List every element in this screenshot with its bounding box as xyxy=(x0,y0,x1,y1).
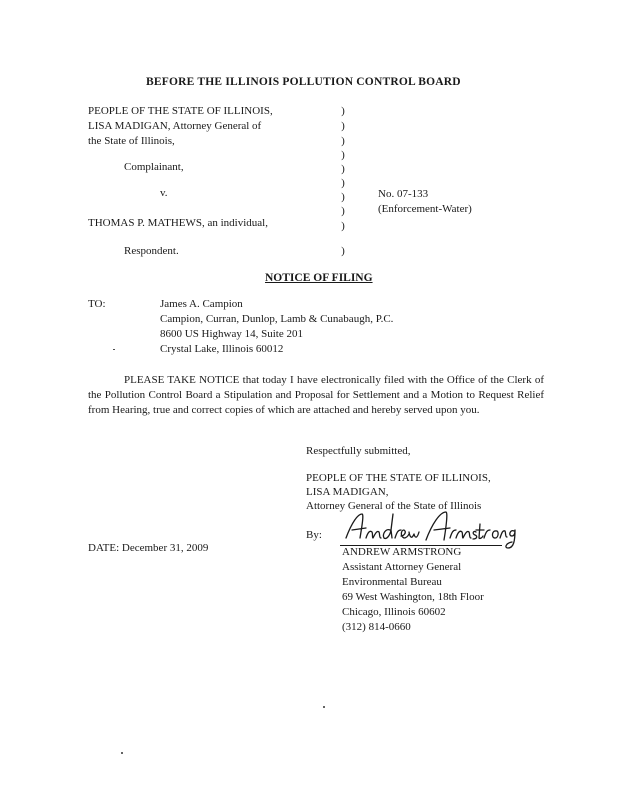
caption-paren: ) xyxy=(341,149,345,161)
signer-city: Chicago, Illinois 60602 xyxy=(342,606,446,618)
submitter-line-2: LISA MADIGAN, xyxy=(306,486,389,498)
submitter-line-3: Attorney General of the State of Illinois xyxy=(306,500,482,512)
caption-paren: ) xyxy=(341,177,345,189)
scan-speck xyxy=(121,752,123,754)
plaintiff-line-3: the State of Illinois, xyxy=(88,135,175,147)
caption-paren: ) xyxy=(341,163,345,175)
recipient-firm: Campion, Curran, Dunlop, Lamb & Cunabaugh, P.C. xyxy=(160,313,394,325)
signer-bureau: Environmental Bureau xyxy=(342,576,442,588)
handwritten-signature xyxy=(340,508,520,550)
notice-title: NOTICE OF FILING xyxy=(265,272,373,284)
by-label: By: xyxy=(306,529,322,541)
date-line: DATE: December 31, 2009 xyxy=(88,542,209,554)
signer-title: Assistant Attorney General xyxy=(342,561,462,573)
caption-paren: ) xyxy=(341,191,345,203)
notice-body: PLEASE TAKE NOTICE that today I have electronically filed with the Office of the Clerk of the Pollution Control Board a Stipulation and Proposal for Settlement and a Motion to Request Relief from Hearing, true and correct copies of which are attached and hereby served upon you. xyxy=(88,374,544,416)
recipient-address: 8600 US Highway 14, Suite 201 xyxy=(160,328,303,340)
respondent-label: Respondent. xyxy=(124,245,179,257)
signer-address: 69 West Washington, 18th Floor xyxy=(342,591,484,603)
board-title: BEFORE THE ILLINOIS POLLUTION CONTROL BOARD xyxy=(146,76,461,88)
caption-paren: ) xyxy=(341,245,345,257)
versus-label: v. xyxy=(160,187,168,199)
complainant-label: Complainant, xyxy=(124,161,184,173)
defendant-line: THOMAS P. MATHEWS, an individual, xyxy=(88,217,268,229)
plaintiff-line-1: PEOPLE OF THE STATE OF ILLINOIS, xyxy=(88,105,273,117)
scan-speck xyxy=(323,706,325,708)
recipient-city: Crystal Lake, Illinois 60012 xyxy=(160,343,284,355)
to-label: TO: xyxy=(88,298,106,310)
caption-paren: ) xyxy=(341,105,345,117)
caption-paren: ) xyxy=(341,135,345,147)
signer-name: ANDREW ARMSTRONG xyxy=(342,546,462,558)
signer-phone: (312) 814-0660 xyxy=(342,621,411,633)
caption-paren: ) xyxy=(341,205,345,217)
case-number: No. 07-133 xyxy=(378,188,429,200)
closing: Respectfully submitted, xyxy=(306,445,411,457)
caption-paren: ) xyxy=(341,220,345,232)
plaintiff-line-2: LISA MADIGAN, Attorney General of xyxy=(88,120,262,132)
case-type: (Enforcement-Water) xyxy=(378,203,472,215)
caption-paren: ) xyxy=(341,120,345,132)
submitter-line-1: PEOPLE OF THE STATE OF ILLINOIS, xyxy=(306,472,491,484)
recipient-name: James A. Campion xyxy=(160,298,243,310)
scan-speck xyxy=(113,349,115,350)
